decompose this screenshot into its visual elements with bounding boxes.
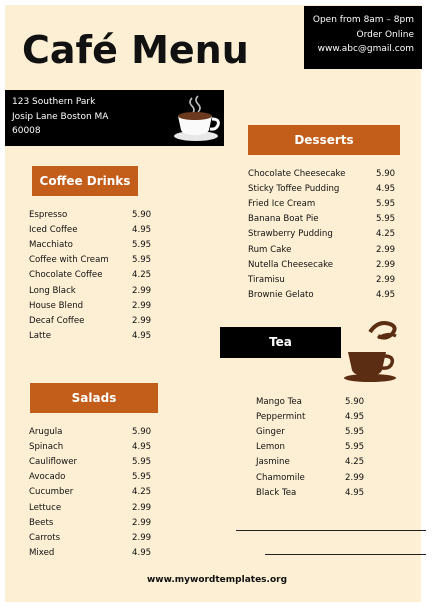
list-item: Espresso 5.90 [29,209,152,220]
desserts-heading: Desserts [248,125,400,155]
coffee-drinks-list [29,207,159,344]
list-item: Avocado 5.95 [29,472,152,483]
salads-list [29,424,159,561]
address-box [5,90,224,146]
list-item: Black Tea 4.95 [256,487,365,498]
opening-hours: Open from 8am – 8pm [312,15,414,25]
list-item: Brownie Gelato 4.95 [248,290,396,301]
list-item: Chamomile 2.99 [256,472,365,483]
list-item: Ginger 5.95 [256,426,365,437]
list-item: Nutella Cheesecake 2.99 [248,259,396,270]
list-item: Fried Ice Cream 5.95 [248,198,396,209]
list-item: Chocolate Coffee 4.25 [29,270,152,281]
coffee-cup-icon [340,318,410,384]
list-item: Decaf Coffee 2.99 [29,315,152,326]
list-item: Macchiato 5.95 [29,239,152,250]
contact-email: www.abc@gmail.com [317,44,414,54]
divider [265,554,426,555]
list-item: Coffee with Cream 5.95 [29,255,152,266]
list-item: Peppermint 4.95 [256,411,365,422]
order-online: Order Online [356,29,414,40]
salads-heading: Salads [30,383,158,413]
list-item: Strawberry Pudding 4.25 [248,229,396,240]
footer-website: www.mywordtemplates.org [146,575,288,585]
list-item: House Blend 2.99 [29,300,152,311]
list-item: Beets 2.99 [29,517,152,528]
list-item: Mango Tea 5.90 [256,396,365,407]
address-line: 60008 [12,126,41,136]
list-item: Mixed 4.95 [29,548,152,559]
divider [236,530,426,531]
coffee-cup-icon [170,94,222,142]
list-item: Cauliflower 5.95 [29,456,152,467]
list-item: Chocolate Cheesecake 5.90 [248,168,396,179]
list-item: Sticky Toffee Pudding 4.95 [248,183,396,194]
list-item: Jasmine 4.25 [256,457,365,468]
coffee-drinks-heading: Coffee Drinks [32,166,138,196]
list-item: Iced Coffee 4.95 [29,224,152,235]
list-item: Tiramisu 2.99 [248,274,396,285]
list-item: Long Black 2.99 [29,285,152,296]
list-item: Latte 4.95 [29,331,152,342]
address-line: 123 Southern Park [12,97,96,107]
desserts-list [248,166,408,303]
list-item: Spinach 4.95 [29,441,152,452]
list-item: Lemon 5.95 [256,442,365,453]
list-item: Cucumber 4.25 [29,487,152,498]
contact-box [304,6,422,69]
list-item: Lettuce 2.99 [29,502,152,513]
list-item: Banana Boat Pie 5.95 [248,214,396,225]
address-line: Josip Lane Boston MA [12,111,109,122]
list-item: Carrots 2.99 [29,532,152,543]
tea-heading: Tea [220,327,341,358]
list-item: Arugula 5.90 [29,426,152,437]
page-title: Café Menu [22,28,249,72]
list-item: Rum Cake 2.99 [248,244,396,255]
tea-list [256,394,376,500]
